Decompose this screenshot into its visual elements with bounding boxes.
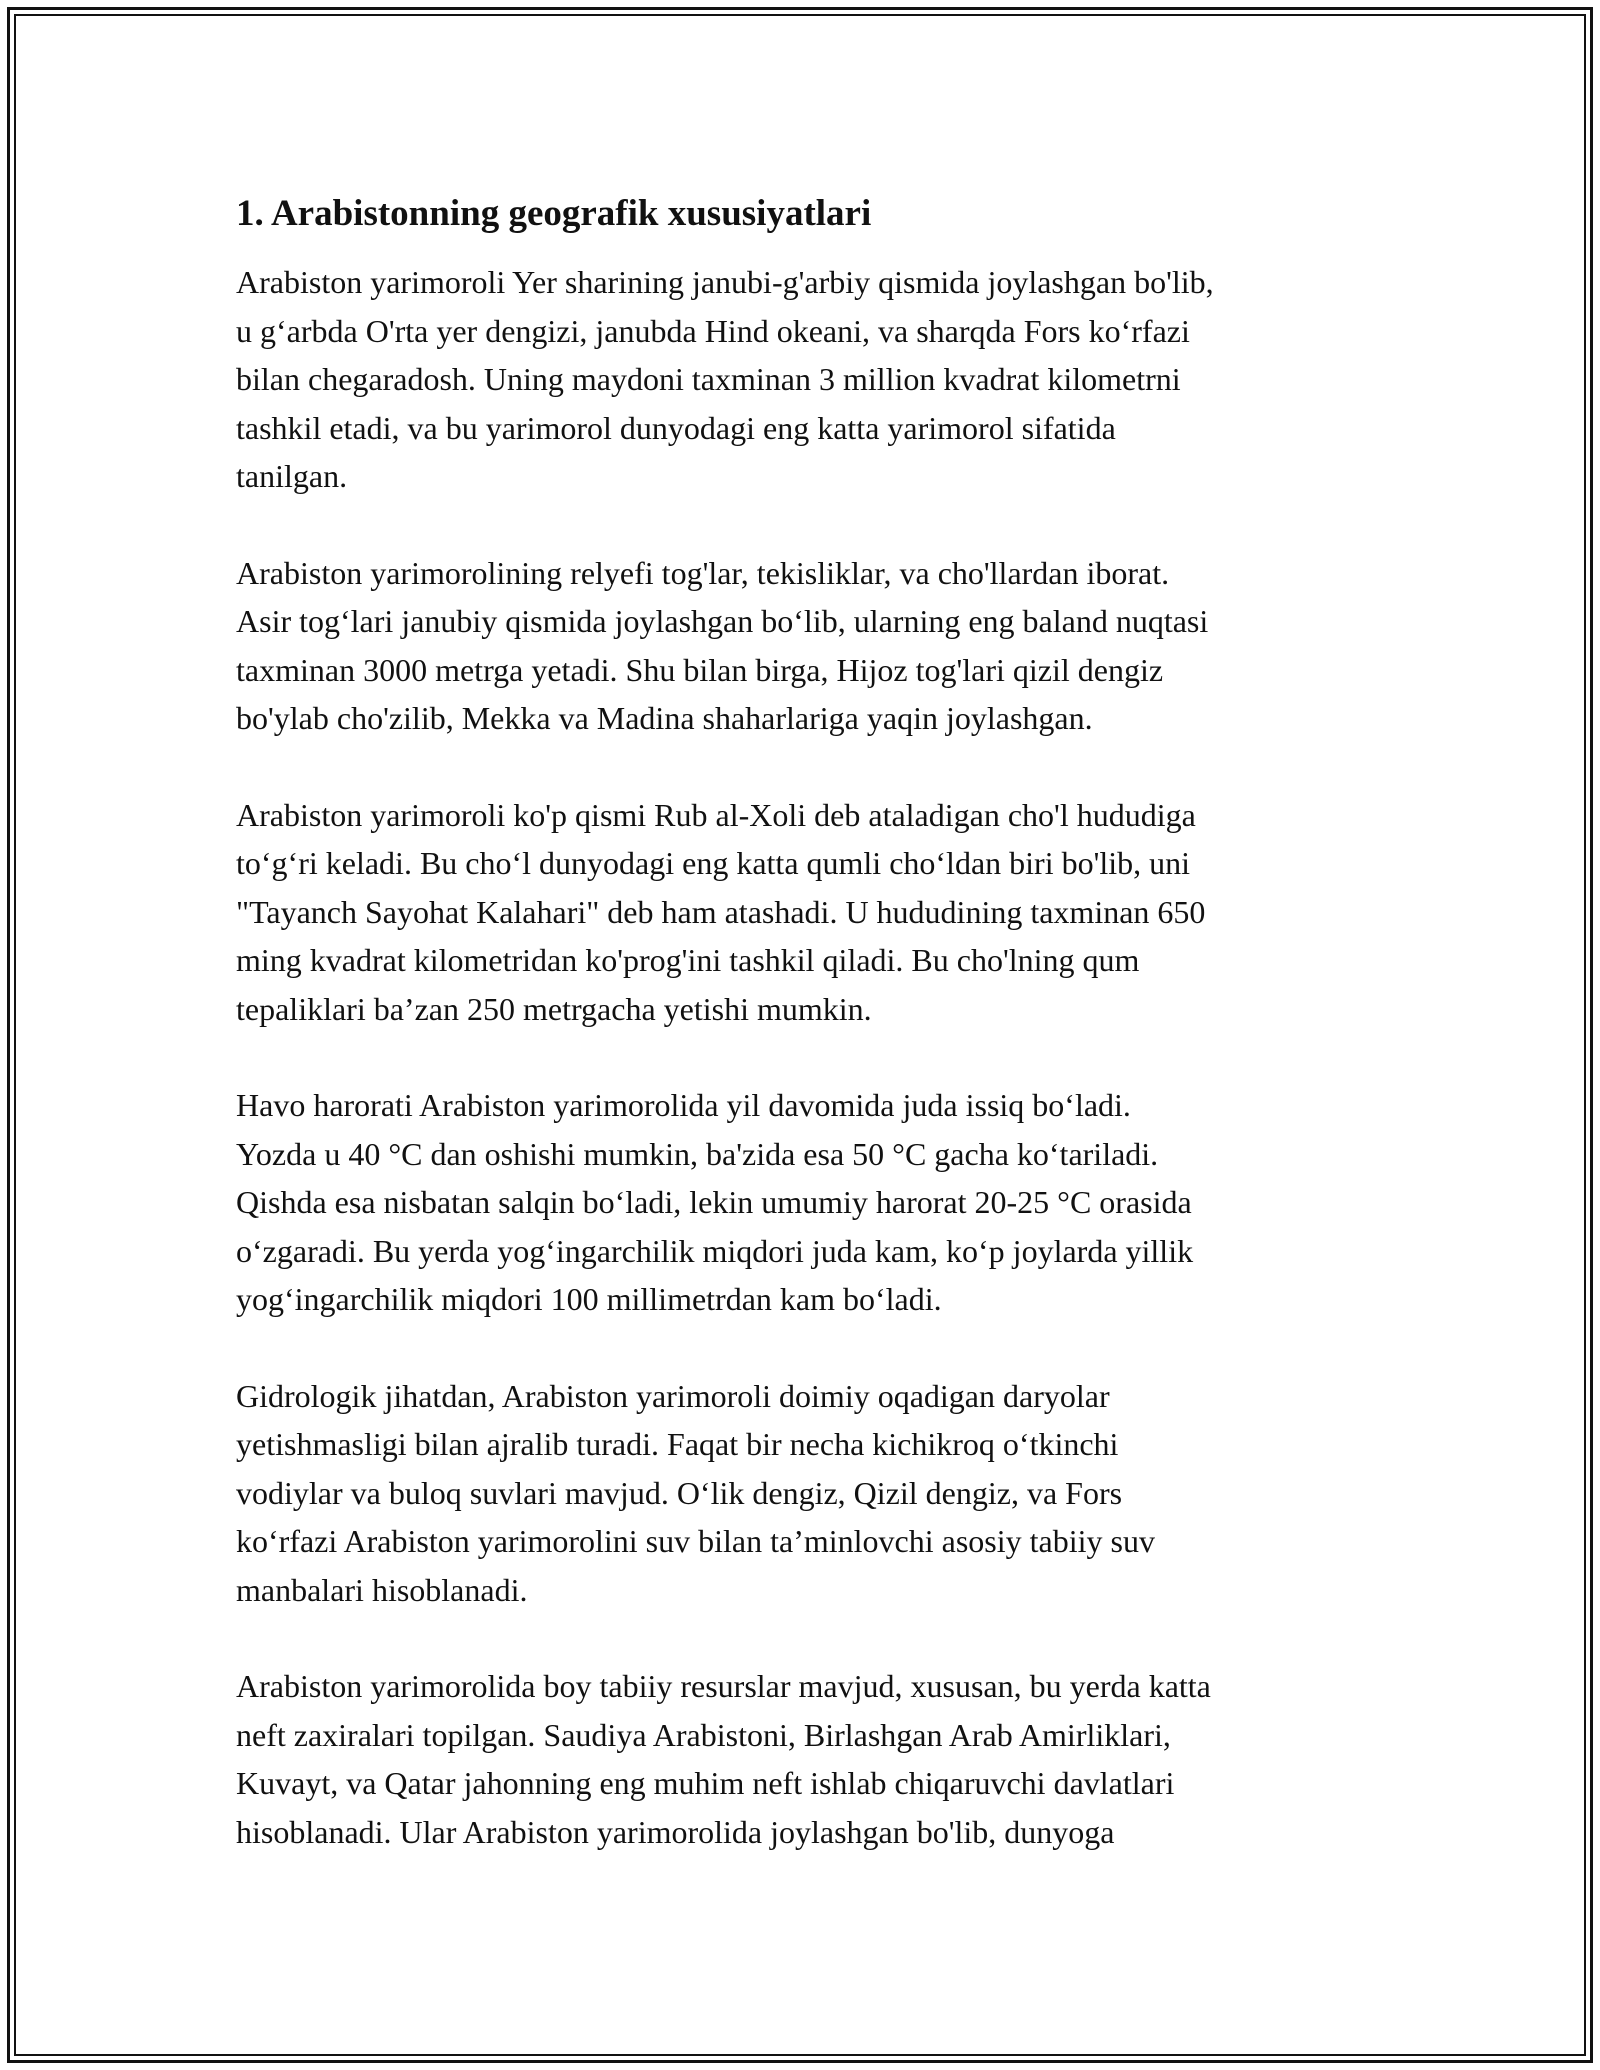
text-line: u g‘arbda O'rta yer dengizi, janubda Hind okeani, va sharqda Fors ko‘rfazi [236, 312, 1190, 349]
text-line: Kuvayt, va Qatar jahonning eng muhim neft ishlab chiqaruvchi davlatlari [236, 1765, 1175, 1801]
paragraph-hydrology [236, 1372, 1366, 1615]
text-line: to‘g‘ri keladi. Bu cho‘l dunyodagi eng katta qumli cho‘ldan biri bo'lib, uni [236, 845, 1191, 881]
text-line: ming kvadrat kilometridan ko'prog'ini tashkil qiladi. Bu cho'lning qum [236, 942, 1140, 978]
text-line: neft zaxiralari topilgan. Saudiya Arabistoni, Birlashgan Arab Amirliklari, [236, 1716, 1171, 1753]
text-line: Arabiston yarimoroli Yer sharining janubi-g'arbiy qismida joylashgan bo'lib, [236, 264, 1214, 300]
text-line: Havo harorati Arabiston yarimorolida yil davomida juda issiq bo‘ladi. [236, 1087, 1131, 1123]
text-line: bilan chegaradosh. Uning maydoni taxminan 3 million kvadrat kilometrni [236, 361, 1181, 397]
paragraph-resources [236, 1662, 1366, 1856]
text-line: o‘zgaradi. Bu yerda yog‘ingarchilik miqdori juda kam, ko‘p joylarda yillik [236, 1232, 1194, 1269]
text-line: Arabiston yarimorolida boy tabiiy resurslar mavjud, xususan, bu yerda katta [236, 1668, 1211, 1704]
paragraph-desert [236, 791, 1366, 1034]
section-heading: 1. Arabistonning geografik xususiyatlari [236, 193, 872, 234]
text-line: Yozda u 40 °C dan oshishi mumkin, ba'zida esa 50 °C gacha ko‘tariladi. [236, 1135, 1159, 1172]
text-line: yog‘ingarchilik miqdori 100 millimetrdan kam bo‘ladi. [236, 1281, 942, 1317]
text-line: Qishda esa nisbatan salqin bo‘ladi, lekin umumiy harorat 20-25 °C orasida [236, 1184, 1192, 1220]
text-line: yetishmasligi bilan ajralib turadi. Faqat bir necha kichikroq o‘tkinchi [236, 1426, 1119, 1462]
text-line: Arabiston yarimoroli ko'p qismi Rub al-Xoli deb ataladigan cho'l hududiga [236, 796, 1196, 833]
text-line: vodiylar va buloq suvlari mavjud. O‘lik dengiz, Qizil dengiz, va Fors [236, 1474, 1123, 1511]
paragraph-climate [236, 1081, 1366, 1324]
text-line: Asir tog‘lari janubiy qismida joylashgan bo‘lib, ularning eng baland nuqtasi [236, 603, 1209, 639]
document-body [236, 188, 1366, 1904]
text-line: tanilgan. [236, 458, 348, 494]
text-line: ko‘rfazi Arabiston yarimorolini suv bilan ta’minlovchi asosiy tabiiy suv [236, 1523, 1155, 1559]
text-line: Arabiston yarimorolining relyefi tog'lar, tekisliklar, va cho'llardan iborat. [236, 554, 1170, 591]
text-line: Gidrologik jihatdan, Arabiston yarimoroli doimiy oqadigan daryolar [236, 1377, 1110, 1414]
text-line: "Tayanch Sayohat Kalahari" deb ham atashadi. U hududining taxminan 650 [236, 893, 1206, 930]
text-line: bo'ylab cho'zilib, Mekka va Madina shaharlariga yaqin joylashgan. [236, 700, 1093, 736]
text-line: taxminan 3000 metrga yetadi. Shu bilan birga, Hijoz tog'lari qizil dengiz [236, 651, 1164, 688]
paragraph-location [236, 258, 1366, 501]
paragraph-relief [236, 549, 1366, 743]
text-line: manbalari hisoblanadi. [236, 1571, 528, 1608]
text-line: tashkil etadi, va bu yarimorol dunyodagi eng katta yarimorol sifatida [236, 409, 1116, 446]
text-line: tepaliklari ba’zan 250 metrgacha yetishi mumkin. [236, 990, 872, 1027]
text-line: hisoblanadi. Ular Arabiston yarimorolida joylashgan bo'lib, dunyoga [236, 1813, 1115, 1850]
